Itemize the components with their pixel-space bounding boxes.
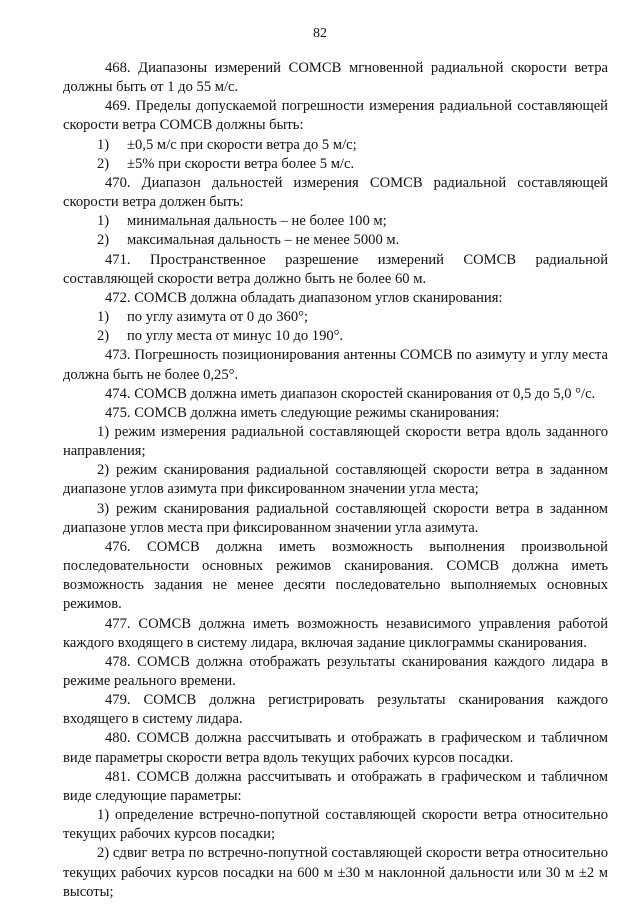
list-item-number: 1)	[97, 309, 110, 326]
paragraph-472: 472. СОМСВ должна обладать диапазоном углов сканирования:	[105, 289, 503, 306]
list-item-text: максимальная дальность – не менее 5000 м.	[127, 232, 400, 249]
list-item-number: 2)	[97, 232, 110, 249]
list-item-text: по углу азимута от 0 до 360°;	[127, 309, 309, 326]
paragraph-474: 474. СОМСВ должна иметь диапазон скоростей сканирования от 0,5 до 5,0 °/с.	[105, 385, 596, 402]
paragraph-473: 473. Погрешность позиционирования антенны СОМСВ по азимуту и углу места должна быть не более 0,25°.	[63, 347, 608, 383]
paragraph-480: 480. СОМСВ должна рассчитывать и отображать в графическом и табличном виде параметры скорости ветра вдоль текущих рабочих курсов посадки.	[63, 730, 608, 766]
list-item-text: ±5% при скорости ветра более 5 м/с.	[127, 155, 355, 172]
list-item-text: минимальная дальность – не более 100 м;	[127, 213, 387, 230]
paragraph-item: 3) режим сканирования радиальной составляющей скорости ветра в заданном диапазоне углов места при фиксированном значении угла азимута.	[63, 500, 608, 536]
paragraph-468: 468. Диапазоны измерений СОМСВ мгновенной радиальной скорости ветра должны быть от 1 до 55 м/с.	[63, 60, 608, 96]
list-item	[63, 155, 608, 174]
paragraph-470: 470. Диапазон дальностей измерения СОМСВ радиальной составляющей скорости ветра должен быть:	[63, 174, 608, 211]
paragraph-471: 471. Пространственное разрешение измерений СОМСВ радиальной составляющей скорости ветра должно быть не более 60 м.	[63, 251, 608, 287]
list-item	[63, 308, 608, 327]
list-item	[63, 136, 608, 155]
list-item-text: по углу места от минус 10 до 190°.	[127, 328, 344, 345]
list-item	[63, 327, 608, 346]
document-body	[63, 59, 608, 902]
paragraph-479: 479. СОМСВ должна регистрировать результаты сканирования каждого входящего в систему лидара.	[63, 692, 608, 728]
paragraph-476: 476. СОМСВ должна иметь возможность выполнения произвольной последовательности основных режимов сканирования. СОМСВ должна иметь возможность задания не менее десяти последовательно выполняемых основных режимов.	[63, 538, 608, 613]
paragraph-469: 469. Пределы допускаемой погрешности измерения радиальной составляющей скорости ветра СОМСВ должны быть:	[63, 98, 608, 134]
list-item-number: 2)	[97, 155, 110, 172]
paragraph-item: 2) сдвиг ветра по встречно-попутной составляющей скорости ветра относительно текущих рабочих курсов посадки на 600 м ±30 м наклонной дальности или 30 м ±2 м высоты;	[63, 845, 608, 900]
paragraph-475: 475. СОМСВ должна иметь следующие режимы сканирования:	[105, 404, 500, 421]
paragraph-item: 1) определение встречно-попутной составляющей скорости ветра относительно текущих рабочих курсов посадки;	[63, 807, 608, 843]
list-item	[63, 212, 608, 231]
list-item-number: 1)	[97, 136, 110, 153]
paragraph-item: 1) режим измерения радиальной составляющей скорости ветра вдоль заданного направления;	[63, 423, 608, 460]
paragraph-478: 478. СОМСВ должна отображать результаты сканирования каждого лидара в режиме реального времени.	[63, 653, 608, 689]
list-item-number: 2)	[97, 328, 110, 345]
list-item	[63, 231, 608, 250]
paragraph-481: 481. СОМСВ должна рассчитывать и отображать в графическом и табличном виде следующие параметры:	[63, 768, 608, 804]
paragraph-item: 2) режим сканирования радиальной составляющей скорости ветра в заданном диапазоне углов азимута при фиксированном значении угла места;	[63, 462, 608, 498]
page-number: 82	[313, 26, 327, 41]
list-item-text: ±0,5 м/с при скорости ветра до 5 м/с;	[127, 136, 357, 153]
list-item-number: 1)	[97, 213, 110, 230]
paragraph-477: 477. СОМСВ должна иметь возможность независимого управления работой каждого входящего в систему лидара, включая задание циклограммы сканирования.	[63, 615, 608, 651]
